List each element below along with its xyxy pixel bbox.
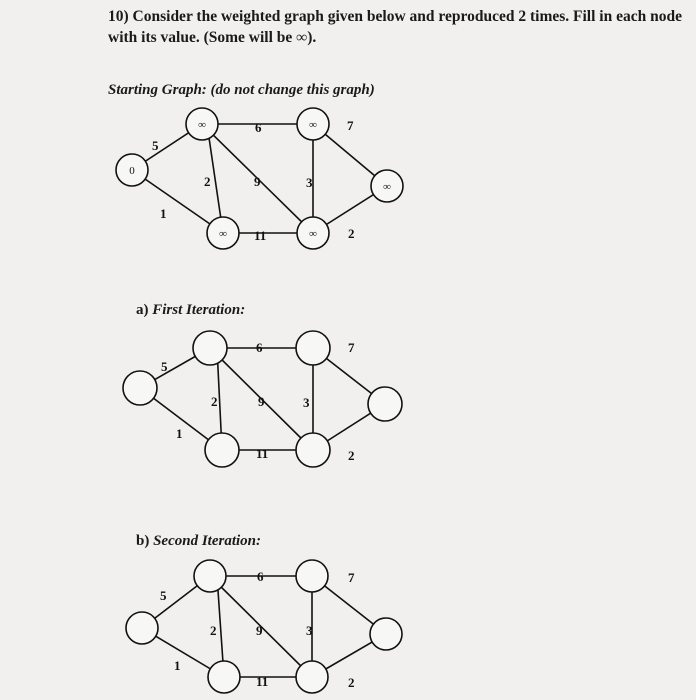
weight-s-a: 5 bbox=[161, 359, 168, 374]
second-iteration-title: Second Iteration: bbox=[153, 533, 262, 549]
weight-b-d: 11 bbox=[254, 228, 267, 243]
weight-c-t: 7 bbox=[347, 118, 354, 133]
node-t-value: ∞ bbox=[383, 181, 391, 193]
weight-s-b: 1 bbox=[176, 426, 183, 441]
weight-s-b: 1 bbox=[174, 658, 181, 673]
first-iteration-graph bbox=[120, 330, 420, 470]
weight-a-b: 2 bbox=[211, 394, 218, 409]
node-c-value: ∞ bbox=[309, 119, 317, 131]
node-b[interactable] bbox=[205, 433, 239, 467]
weight-d-t: 2 bbox=[348, 226, 355, 241]
weight-a-d: 9 bbox=[258, 394, 265, 409]
node-d[interactable] bbox=[296, 661, 328, 693]
node-a[interactable] bbox=[193, 331, 227, 365]
node-d[interactable] bbox=[296, 433, 330, 467]
first-iteration-title: First Iteration: bbox=[152, 302, 246, 318]
node-a[interactable] bbox=[194, 560, 226, 592]
second-iteration-label: b) bbox=[136, 533, 150, 549]
node-b[interactable] bbox=[208, 661, 240, 693]
weight-a-c: 6 bbox=[255, 120, 262, 135]
node-s[interactable] bbox=[123, 371, 157, 405]
node-c[interactable] bbox=[296, 560, 328, 592]
node-d-value: ∞ bbox=[309, 228, 317, 240]
node-a-value: ∞ bbox=[198, 119, 206, 131]
weight-c-d: 3 bbox=[306, 623, 313, 638]
weight-a-d: 9 bbox=[254, 174, 261, 189]
weight-d-t: 2 bbox=[348, 448, 355, 463]
weight-b-d: 11 bbox=[256, 446, 269, 461]
node-c[interactable] bbox=[296, 331, 330, 365]
first-iteration-heading bbox=[136, 302, 245, 319]
starting-graph-heading: Starting Graph: (do not change this graph) bbox=[108, 82, 375, 98]
weight-s-b: 1 bbox=[160, 206, 167, 221]
weight-a-b: 2 bbox=[204, 174, 211, 189]
weight-b-d: 11 bbox=[256, 674, 269, 689]
second-iteration-graph bbox=[122, 556, 422, 696]
weight-a-b: 2 bbox=[210, 623, 217, 638]
weight-c-t: 7 bbox=[348, 340, 355, 355]
first-iteration-label: a) bbox=[136, 302, 149, 318]
node-b-value: ∞ bbox=[219, 228, 227, 240]
node-t[interactable] bbox=[368, 387, 402, 421]
second-iteration-heading bbox=[136, 533, 261, 550]
node-t[interactable] bbox=[370, 618, 402, 650]
weight-d-t: 2 bbox=[348, 675, 355, 690]
weight-s-a: 5 bbox=[152, 138, 159, 153]
starting-graph bbox=[112, 108, 412, 248]
node-s-value: 0 bbox=[129, 165, 135, 177]
weight-a-c: 6 bbox=[256, 340, 263, 355]
weight-s-a: 5 bbox=[160, 588, 167, 603]
weight-c-d: 3 bbox=[303, 395, 310, 410]
node-s[interactable] bbox=[126, 612, 158, 644]
weight-c-d: 3 bbox=[306, 175, 313, 190]
weight-a-c: 6 bbox=[257, 569, 264, 584]
weight-c-t: 7 bbox=[348, 570, 355, 585]
question-text: 10) Consider the weighted graph given below and reproduced 2 times. Fill in each node with its value. (Some will be ∞). bbox=[108, 8, 682, 46]
weight-a-d: 9 bbox=[256, 623, 263, 638]
